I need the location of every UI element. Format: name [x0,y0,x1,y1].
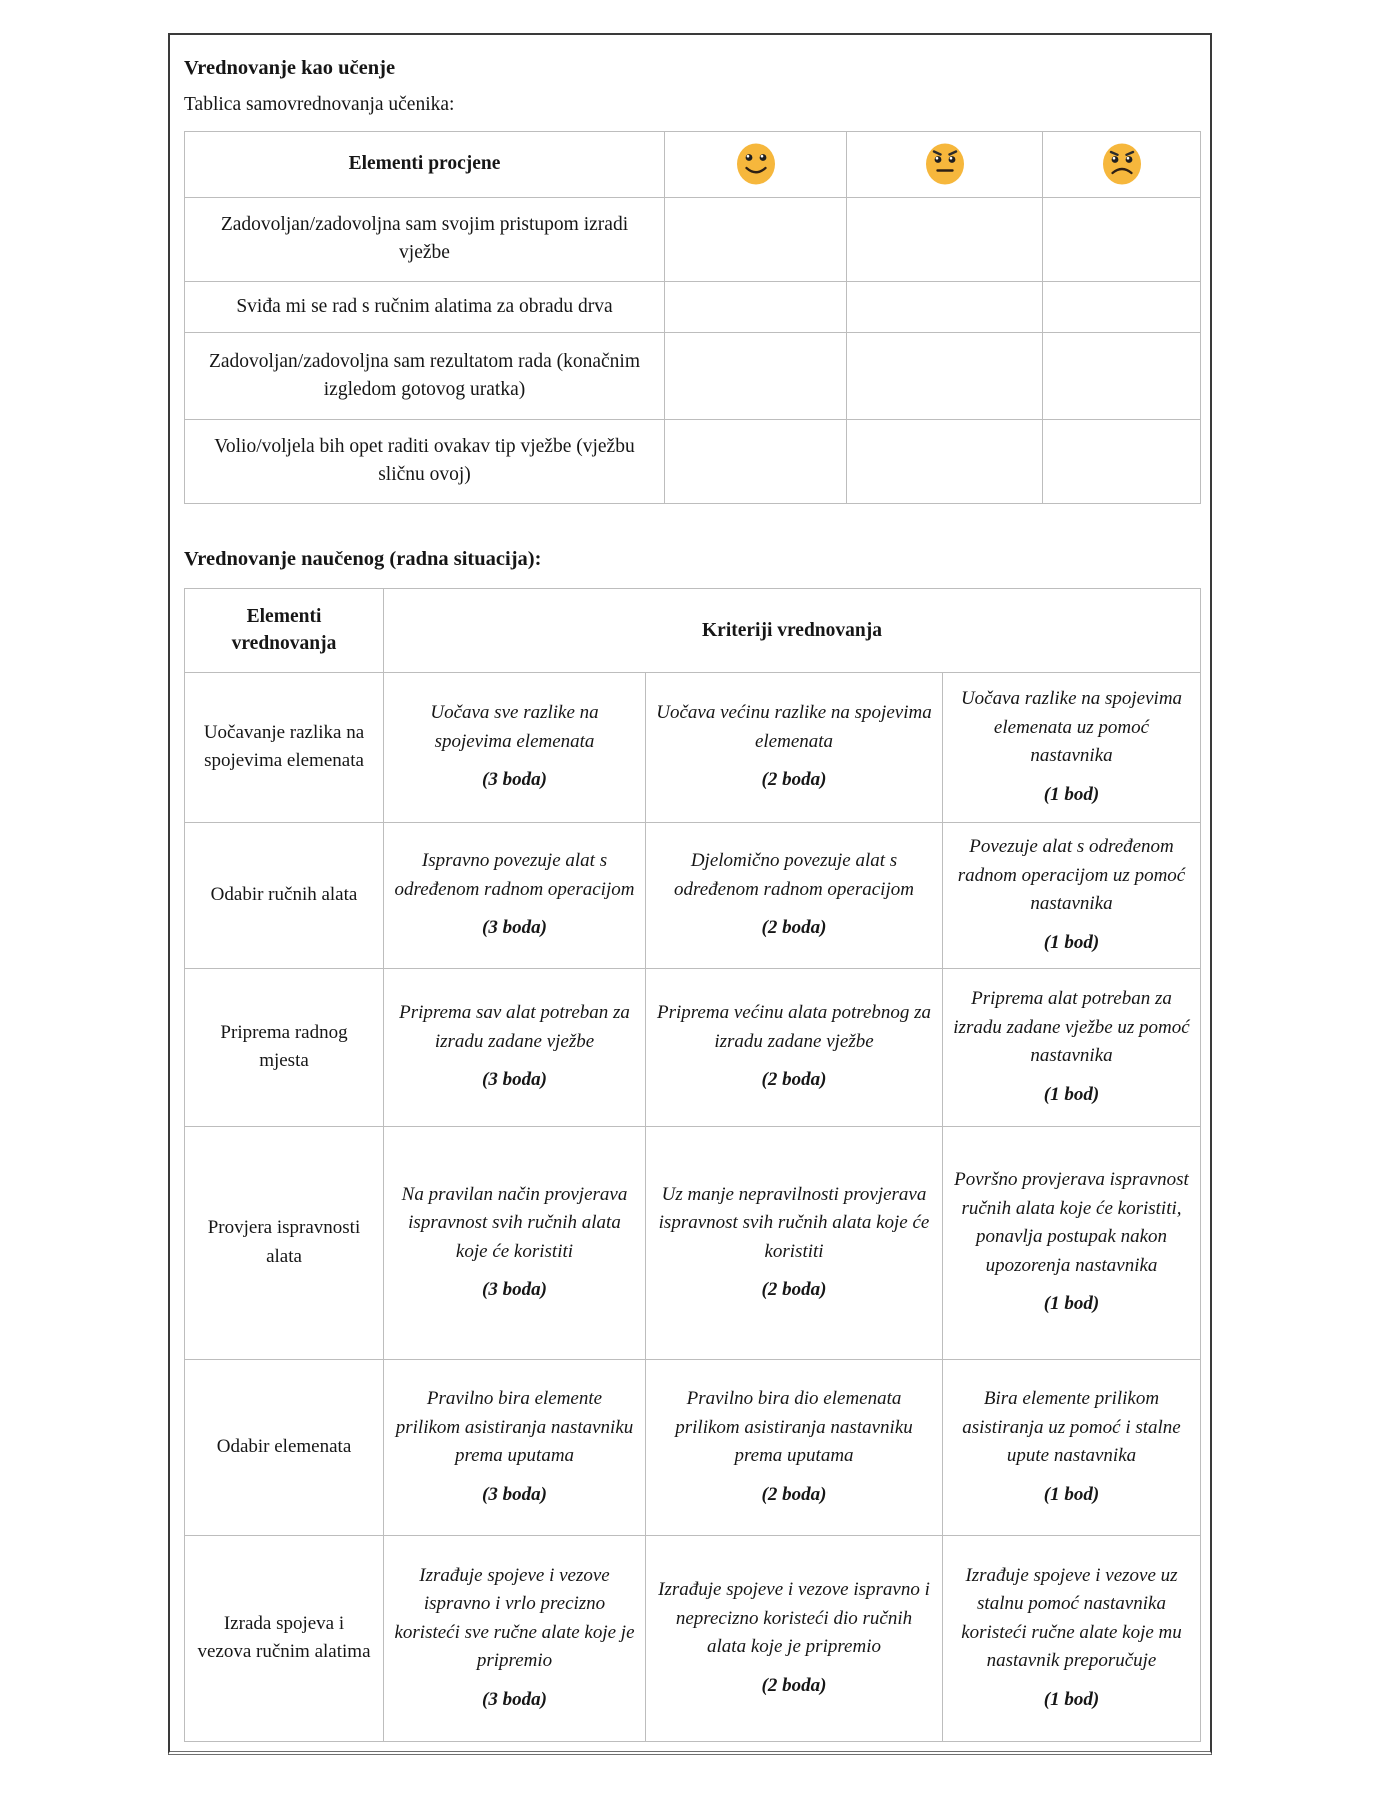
self-evaluation-table [184,131,1201,504]
criteria-text: Izrađuje spojeve i vezove ispravno i vrlo precizno koristeći sve ručne alate koje je pripremio [394,1564,635,1672]
criteria-cell [384,672,646,822]
criteria-text: Djelomično povezuje alat s određenom radnom operacijom [674,850,914,900]
table-row [185,197,1201,281]
criteria-points: (1 bod) [1043,1293,1100,1315]
statement-cell: Zadovoljan/zadovoljna sam svojim pristupom izradi vježbe [185,197,665,281]
criteria-points: (2 boda) [761,1483,827,1505]
criteria-text: Izrađuje spojeve i vezove uz stalnu pomoć nastavnika koristeći ručne alate koje mu nastavnik preporučuje [961,1564,1182,1672]
criteria-cell [943,1126,1201,1359]
criteria-points: (2 boda) [761,1674,827,1696]
table-header-row [185,588,1201,672]
criteria-cell [384,822,646,968]
criteria-points: (1 bod) [1043,783,1100,805]
criteria-cell [646,672,943,822]
criteria-cell [646,1126,943,1359]
answer-cell[interactable] [665,197,847,281]
element-cell: Odabir elemenata [185,1359,384,1535]
criteria-text: Uz manje nepravilnosti provjerava ispravnost svih ručnih alata koje će koristiti [658,1183,930,1262]
criteria-cell [943,1359,1201,1535]
criteria-points: (1 bod) [1043,1083,1100,1105]
table-row [185,1126,1201,1359]
criteria-text: Priprema alat potreban za izradu zadane vježbe uz pomoć nastavnika [953,988,1190,1067]
criteria-points: (3 boda) [482,1279,547,1301]
answer-cell[interactable] [1043,419,1201,503]
criteria-points: (3 boda) [482,1483,547,1505]
criteria-cell [646,968,943,1126]
criteria-cell [943,1535,1201,1741]
criteria-table [184,588,1201,1742]
element-cell: Izrada spojeva i vezova ručnim alatima [185,1535,384,1741]
happy-face-icon [736,142,776,186]
criteria-cell [646,1359,943,1535]
section1-title: Vrednovanje kao učenje [184,57,396,79]
table-row [185,332,1201,419]
section2-title: Vrednovanje naučenog (radna situacija): [184,547,542,570]
document-page-frame [168,33,1212,1755]
statement-cell: Sviđa mi se rad s ručnim alatima za obradu drva [185,281,665,332]
criteria-points: (1 bod) [1043,1688,1100,1710]
element-cell: Provjera ispravnosti alata [185,1126,384,1359]
answer-cell[interactable] [1043,197,1201,281]
table-row [185,968,1201,1126]
emoji-header-cell [847,131,1043,197]
answer-cell[interactable] [847,197,1043,281]
table-row [185,1359,1201,1535]
criteria-text: Bira elemente prilikom asistiranja uz pomoć i stalne upute nastavnika [962,1388,1181,1467]
statement-cell: Volio/voljela bih opet raditi ovakav tip vježbe (vježbu sličnu ovoj) [185,419,665,503]
sad-face-icon [1102,142,1142,186]
criteria-text: Priprema većinu alata potrebnog za izradu zadane vježbe [656,1002,932,1052]
answer-cell[interactable] [1043,281,1201,332]
answer-cell[interactable] [847,419,1043,503]
criteria-text: Pravilno bira dio elemenata prilikom asistiranja nastavniku prema uputama [675,1388,913,1467]
element-cell: Odabir ručnih alata [185,822,384,968]
criteria-text: Priprema sav alat potreban za izradu zadane vježbe [399,1002,630,1052]
criteria-points: (2 boda) [761,1069,827,1091]
criteria-text: Pravilno bira elemente prilikom asistiranja nastavniku prema uputama [395,1388,634,1467]
elements-header-cell: Elementi vrednovanja [185,588,384,672]
element-cell: Uočavanje razlika na spojevima elemenata [185,672,384,822]
criteria-points: (2 boda) [761,769,827,791]
criteria-points: (3 boda) [482,1069,547,1091]
criteria-cell [943,968,1201,1126]
criteria-text: Na pravilan način provjerava ispravnost svih ručnih alata koje će koristiti [401,1183,628,1262]
section1-subtitle: Tablica samovrednovanja učenika: [184,93,455,115]
table-row [185,419,1201,503]
statement-cell: Zadovoljan/zadovoljna sam rezultatom rada (konačnim izgledom gotovog uratka) [185,332,665,419]
assessment-header-cell: Elementi procjene [185,131,665,197]
emoji-header-cell [665,131,847,197]
neutral-face-icon [925,142,965,186]
criteria-cell [384,1535,646,1741]
criteria-cell [646,822,943,968]
criteria-header-cell: Kriteriji vrednovanja [384,588,1201,672]
emoji-header-cell [1043,131,1201,197]
criteria-cell [646,1535,943,1741]
criteria-points: (3 boda) [482,917,547,939]
criteria-text: Uočava razlike na spojevima elemenata uz pomoć nastavnika [960,688,1183,767]
criteria-points: (2 boda) [761,917,827,939]
criteria-points: (1 bod) [1043,1483,1100,1505]
criteria-cell [943,672,1201,822]
criteria-points: (3 boda) [482,769,547,791]
criteria-text: Izrađuje spojeve i vezove ispravno i neprecizno koristeći dio ručnih alata koje je pripremio [658,1579,930,1658]
table-row [185,672,1201,822]
criteria-text: Površno provjerava ispravnost ručnih alata koje će koristiti, ponavlja postupak nakon upozorenja nastavnika [954,1169,1189,1276]
table-header-row [185,131,1201,197]
criteria-cell [384,1126,646,1359]
answer-cell[interactable] [847,281,1043,332]
criteria-points: (1 bod) [1043,931,1100,953]
table-row [185,281,1201,332]
criteria-text: Uočava većinu razlike na spojevima elemenata [656,702,932,752]
criteria-text: Uočava sve razlike na spojevima elemenata [430,702,599,752]
criteria-text: Povezuje alat s određenom radnom operacijom uz pomoć nastavnika [957,836,1186,915]
table-row [185,1535,1201,1741]
criteria-cell [943,822,1201,968]
table-row [185,822,1201,968]
criteria-text: Ispravno povezuje alat s određenom radnom operacijom [394,850,635,900]
element-cell: Priprema radnog mjesta [185,968,384,1126]
criteria-cell [384,968,646,1126]
answer-cell[interactable] [665,332,847,419]
criteria-cell [384,1359,646,1535]
answer-cell[interactable] [1043,332,1201,419]
answer-cell[interactable] [847,332,1043,419]
criteria-points: (2 boda) [761,1279,827,1301]
criteria-points: (3 boda) [482,1688,547,1710]
answer-cell[interactable] [665,419,847,503]
answer-cell[interactable] [665,281,847,332]
